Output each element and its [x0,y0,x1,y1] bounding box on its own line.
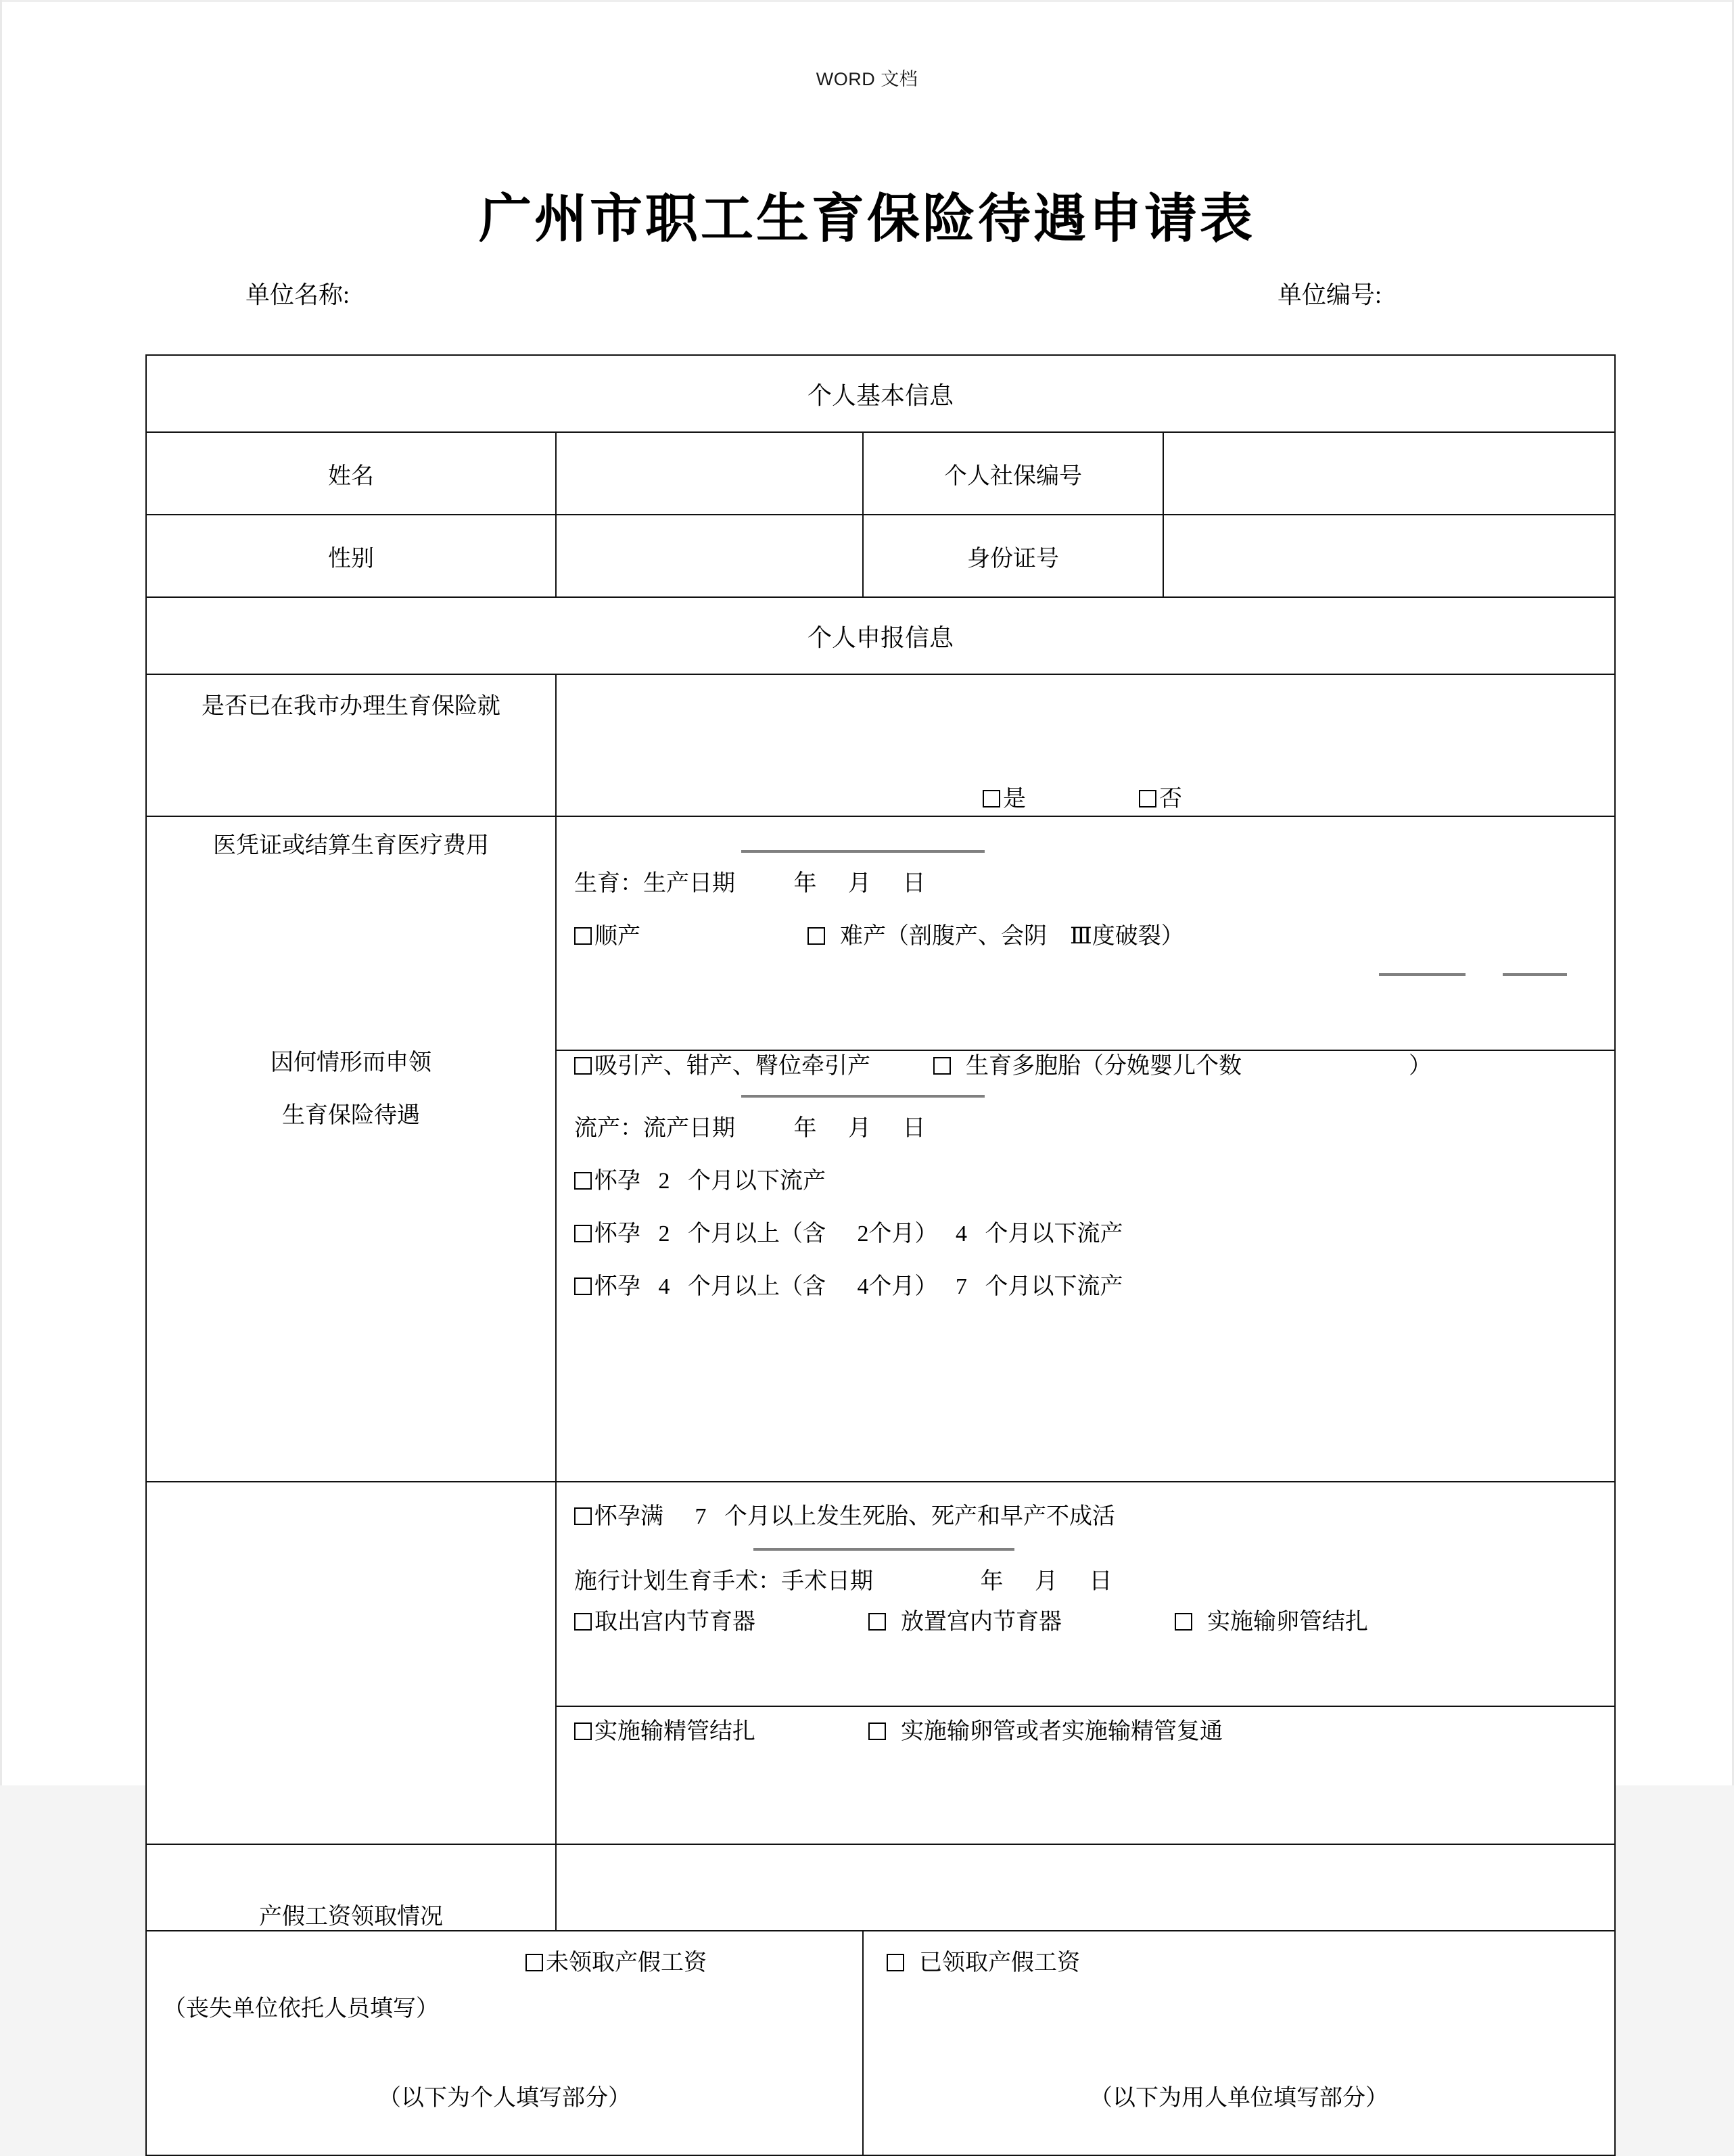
reason-label-continuation-cell [146,1482,556,1844]
miscarriage-day-unit: 日 [902,1116,926,1141]
watermark-header: WORD 文档 [816,69,918,89]
blank-line-2[interactable] [1503,972,1567,976]
table-row-declare-heading [146,597,1615,674]
checkbox-place-iud-label: 放置宫内节育器 [901,1610,1062,1635]
maternity-wage-sublabel: （丧失单位依托人员填写） [163,1996,439,2021]
difficult-delivery-blanks [574,962,1614,985]
checkbox-reversal[interactable] [868,1719,1223,1744]
section-heading-basic-info: 个人基本信息 [146,355,1615,432]
blank-line-1[interactable] [1379,972,1466,976]
checkbox-box-icon [574,1507,592,1525]
checkbox-box-icon [868,1613,886,1631]
miscarriage-date-prefix: 流产：流产日期 [574,1116,735,1141]
checkbox-box-icon [574,1613,592,1631]
checkbox-reversal-label: 实施输卵管或者实施输精管复通 [901,1719,1223,1744]
table-row-basic-heading [146,355,1615,432]
social-security-no-label: 个人社保编号 [863,432,1163,515]
vasectomy-options-cell [556,1706,1615,1844]
checkbox-remove-iud-label: 取出宫内节育器 [594,1610,755,1635]
vasectomy-options-row [574,1720,1614,1743]
checkbox-box-icon [807,927,825,945]
miscarriage-options-cell [556,1050,1615,1482]
employer-fill-cell [863,1931,1615,2155]
reason-label-line1: 因何情形而申领 [271,1050,431,1075]
note-employer-part: （以下为用人单位填写部分） [1089,2086,1388,2111]
checkbox-wage-received-label: 已领取产假工资 [919,1950,1080,1975]
reason-label-line2: 生育保险待遇 [282,1103,420,1129]
checkbox-miscarriage-2m-to-4m[interactable]: 怀孕 2 个月以上（含 2个月） 4 个月以下流产 [574,1223,1614,1246]
birth-month-unit: 月 [848,871,871,896]
checkbox-miscarriage-under-2m[interactable]: 怀孕 2 个月以下流产 [574,1170,1614,1193]
checkbox-vas-ligation[interactable] [574,1719,755,1744]
checkbox-multiple-birth-label: 生育多胞胎（分娩婴儿个数 [966,1054,1242,1079]
checkbox-remove-iud[interactable] [574,1610,755,1635]
checkbox-miscarriage-4m-to-7m[interactable]: 怀孕 4 个月以上（含 4个月） 7 个月以下流产 [574,1275,1614,1298]
surgery-year-unit: 年 [980,1569,1004,1594]
surgery-date-line [574,1570,1614,1593]
assisted-delivery-row [574,1055,1614,1078]
surgery-month-unit: 月 [1035,1569,1058,1594]
checkbox-box-icon [868,1723,886,1740]
checkbox-box-icon [933,1057,951,1075]
miscarriage-year-unit: 年 [793,1116,817,1141]
handled-answer-cell [556,674,1615,816]
checkbox-box-icon [574,1278,592,1295]
name-value-field[interactable] [556,432,863,515]
checkbox-wage-received[interactable] [887,1944,1080,1977]
maternity-wage-empty-cell [556,1844,1615,1931]
table-row-name [146,432,1615,515]
checkbox-handled-no-label: 否 [1159,787,1182,812]
subtitle-row [245,276,1382,310]
checkbox-handled-no[interactable] [1139,787,1182,812]
handled-question-label-part1: 是否已在我市办理生育保险就 [146,674,556,816]
checkbox-wage-not-received[interactable] [525,1944,707,1977]
birth-date-line [574,872,1614,895]
social-security-no-value-field[interactable] [1163,432,1615,515]
table-row-bottom-notes [146,1931,1615,2155]
checkbox-normal-delivery[interactable] [574,924,640,949]
checkbox-box-icon [574,1723,592,1740]
miscarriage-date-underline [741,1094,985,1098]
page-title: 广州市职工生育保险待遇申请表 [478,189,1255,248]
table-row-handled-yes-no [146,674,1615,816]
gender-label: 性别 [146,515,556,597]
birth-year-unit: 年 [793,871,817,896]
maternity-wage-label-cell [146,1844,556,1931]
surgery-date-prefix: 施行计划生育手术：手术日期 [574,1569,873,1594]
checkbox-stillbirth-over-7m[interactable]: 怀孕满 7 个月以上发生死胎、死产和早产不成活 [574,1505,1614,1528]
page-top-rule [2,0,1732,2]
birth-day-unit: 日 [902,871,926,896]
individual-fill-cell [146,1931,863,2155]
checkbox-place-iud[interactable] [868,1610,1062,1635]
checkbox-tubal-ligation-label: 实施输卵管结扎 [1207,1610,1368,1635]
checkbox-box-icon [1139,790,1156,807]
checkbox-wage-not-received-label: 未领取产假工资 [546,1950,707,1975]
note-individual-part: （以下为个人填写部分） [378,2086,631,2111]
checkbox-box-icon [983,790,1000,807]
multiple-birth-close-paren: ） [1409,1054,1432,1079]
table-row-stillbirth-and-surgery [146,1482,1615,1706]
miscarriage-date-line [574,1117,1614,1140]
checkbox-box-icon [574,1057,592,1075]
name-label: 姓名 [146,432,556,515]
handled-question-label-part2: 医凭证或结算生育医疗费用 [213,833,489,858]
checkbox-box-icon [887,1954,904,1971]
checkbox-vas-ligation-label: 实施输精管结扎 [594,1719,755,1744]
checkbox-assisted-delivery-label: 吸引产、钳产、臀位牵引产 [594,1054,870,1079]
maternity-wage-label: 产假工资领取情况 [259,1904,443,1929]
id-card-value-field[interactable] [1163,515,1615,597]
unit-code-label: 单位编号: [1277,281,1382,308]
table-row-birth-options [146,816,1615,1050]
iud-options-row [574,1611,1614,1634]
checkbox-box-icon [574,927,592,945]
birth-delivery-type-row [574,925,1614,948]
checkbox-box-icon [574,1172,592,1190]
checkbox-assisted-delivery[interactable] [574,1054,870,1079]
miscarriage-month-unit: 月 [848,1116,871,1141]
id-card-label: 身份证号 [863,515,1163,597]
checkbox-handled-yes-label: 是 [1003,787,1026,812]
checkbox-tubal-ligation[interactable] [1175,1610,1368,1635]
checkbox-box-icon [525,1954,543,1971]
birth-date-prefix: 生育：生产日期 [574,871,735,896]
gender-value-field[interactable] [556,515,863,597]
checkbox-difficult-delivery[interactable] [807,924,1184,949]
reason-label-cell [146,816,556,1482]
family-planning-options-cell [556,1482,1615,1706]
checkbox-multiple-birth[interactable] [933,1054,1242,1079]
table-row-gender [146,515,1615,597]
checkbox-box-icon [574,1225,592,1242]
checkbox-normal-delivery-label: 顺产 [594,924,640,949]
application-form-table [145,354,1616,2156]
checkbox-handled-yes[interactable] [983,787,1026,812]
surgery-day-unit: 日 [1089,1569,1112,1594]
section-heading-declare-info: 个人申报信息 [146,597,1615,674]
table-row-maternity-wage [146,1844,1615,1931]
checkbox-box-icon [1175,1613,1192,1631]
checkbox-difficult-delivery-label: 难产（剖腹产、会阴 Ⅲ度破裂） [840,924,1184,949]
birth-date-underline [741,849,985,853]
unit-name-label: 单位名称: [245,281,350,308]
birth-options-cell [556,816,1615,1050]
surgery-date-underline [753,1547,1014,1551]
